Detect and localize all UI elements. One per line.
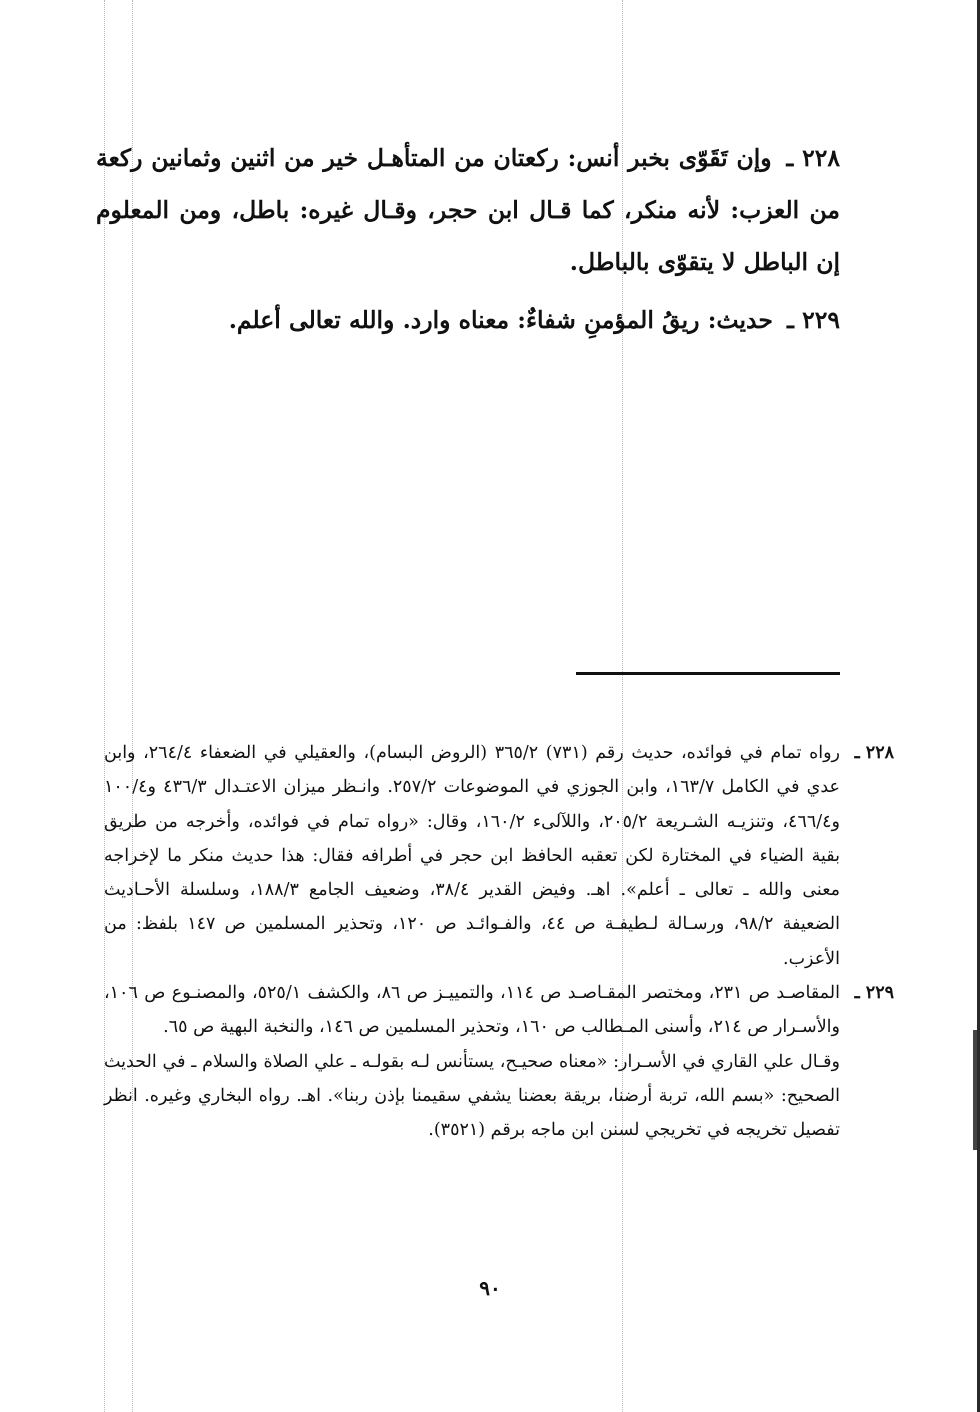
footnotes [104,736,894,1148]
footnote-228 [104,736,894,976]
entry-229 [96,294,840,346]
footnote-229 [104,976,894,1147]
entry-228 [96,132,840,288]
footnote-number: ٢٢٨ ـ [854,743,894,763]
footnote-number: ٢٢٩ ـ [854,983,894,1004]
footnote-paragraph: وقـال علي القاري في الأسـرار: «معناه صحيـح، يستأنس لـه بقولـه ـ علي الصلاة والسلام ـ في الحديث الصحيح: «بسم الله، تربة أرضنا، بريقة بعضنا يشفي سقيمنا بإذن ربنا». اهـ. رواه البخاري وغيره. انظر تفصيل تخريجه في تخريجي لسنن ابن ماجه برقم (٣٥٢١). [104,1051,840,1141]
footnote-paragraph: المقاصـد ص ٢٣١، ومختصر المقـاصـد ص ١١٤، والتمييـز ص ٨٦، والكشف ٥٢٥/١، والمصنـوع ص ١٠٦، والأسـرار ص ٢١٤، وأسنى المـطالب ص ١٦٠، وتحذير المسلمين ص ١٤٦، والنخبة البهية ص ٦٥. [104,983,840,1038]
footnote-divider [576,672,840,675]
main-text [96,132,840,352]
entry-number: ٢٢٨ ـ [786,144,840,172]
entry-text: حديث: ريقُ المؤمنِ شفاءٌ: معناه وارد. والله تعالى أعلم. [228,306,773,334]
entry-number: ٢٢٩ ـ [787,306,840,334]
page-number: ٩٠ [479,1276,501,1300]
entry-text: وإن تَقَوّى بخبر أنس: ركعتان من المتأهـل خير من اثنين وثمانين ركعة من العزب: لأنه منكر، كما قـال ابن حجر، وقـال غيره: باطل، ومن المعلوم إن الباطل لا يتقوّى بالباطل. [96,144,840,276]
footnote-text: رواه تمام في فوائده، حديث رقم (٧٣١) ٣٦٥/٢ (الروض البسام)، والعقيلي في الضعفاء ٢٦٤/٤، وابن عدي في الكامل ١٦٣/٧، وابن الجوزي في الموضوعات ٢٥٧/٢. وانـظر ميزان الاعتـدال ٤٣٦/٣ و١٠٠/٤ و٤٦٦/٤، وتنزيـه الشـريعة ٢٠٥/٢، واللآلىء ١٦٠/٢، وقال: «رواه تمام في فوائده، وأخرجه من طريق بقية الضياء في المختارة لكن تعقبه الحافظ ابن حجر في أطرافه فقال: هذا حديث منكر ما لإخراجه معنى والله ـ تعالى ـ أعلم». اهـ. وفيض القدير ٣٨/٤، وضعيف الجامع ١٨٨/٣، وسلسلة الأحـاديث الضعيفة ٩٨/٢، ورسـالة لـطيفـة ص ٤٤، والفـوائـد ص ١٢٠، وتحذير المسلمين ص ١٤٧ بلفظ: من الأعزب. [104,743,841,969]
page-edge-mark [973,1030,977,1150]
